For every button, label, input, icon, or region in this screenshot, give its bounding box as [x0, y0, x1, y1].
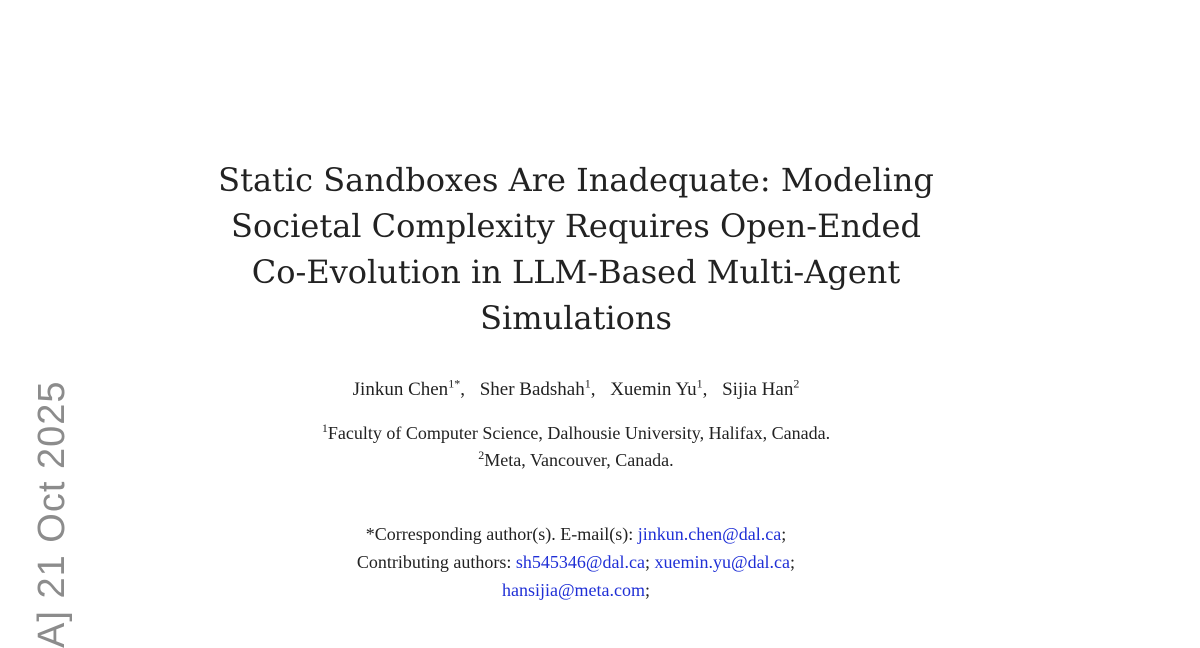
title-line: Co-Evolution in LLM-Based Multi-Agent [251, 253, 901, 291]
author [722, 376, 800, 400]
title-line: Societal Complexity Requires Open-Ended [231, 207, 921, 245]
author-affil-mark: 1 [584, 376, 591, 391]
affil-text: Meta, Vancouver, Canada. [484, 450, 674, 470]
author-affil-mark: 2 [793, 376, 800, 391]
affiliation [0, 447, 1152, 474]
affiliation [0, 420, 1152, 447]
punct: ; [781, 524, 787, 544]
corresponding-label: *Corresponding author(s). E-mail(s): [365, 524, 638, 544]
punct: ; [645, 580, 651, 600]
author-affil-mark: 1 [696, 376, 703, 391]
paper-title [0, 157, 1152, 341]
corresponding-email-link[interactable]: jinkun.chen@dal.ca [637, 524, 782, 544]
author-name: Jinkun Chen [352, 379, 449, 400]
author-sep: , [590, 379, 596, 400]
contributing-line-cont [0, 576, 1152, 604]
contributing-label: Contributing authors: [356, 552, 516, 572]
author-sep: , [702, 379, 708, 400]
affiliation-list [0, 420, 1152, 474]
title-line: Simulations [480, 299, 672, 337]
author-name: Sher Badshah [479, 379, 585, 400]
author-name: Xuemin Yu [610, 379, 697, 400]
author-sep: , [460, 379, 465, 400]
affil-mark: 2 [478, 448, 485, 462]
author [610, 376, 708, 400]
contributing-email-link[interactable]: hansijia@meta.com [501, 580, 646, 600]
author [479, 376, 596, 400]
punct: ; [644, 552, 655, 572]
corresponding-line [0, 520, 1152, 548]
contributing-line [0, 548, 1152, 576]
contributing-email-link[interactable]: xuemin.yu@dal.ca [654, 552, 791, 572]
affil-text: Faculty of Computer Science, Dalhousie University, Halifax, Canada. [327, 423, 831, 443]
punct: ; [790, 552, 796, 572]
arxiv-side-stamp: A] 21 Oct 2025 [31, 380, 73, 648]
affil-mark: 1 [321, 421, 328, 435]
contact-block [0, 520, 1152, 604]
title-line: Static Sandboxes Are Inadequate: Modeling [218, 161, 934, 199]
author-affil-mark: 1* [448, 376, 461, 391]
contributing-email-link[interactable]: sh545346@dal.ca [515, 552, 645, 572]
author [352, 376, 465, 400]
author-name: Sijia Han [722, 379, 794, 400]
author-list [0, 376, 1152, 404]
